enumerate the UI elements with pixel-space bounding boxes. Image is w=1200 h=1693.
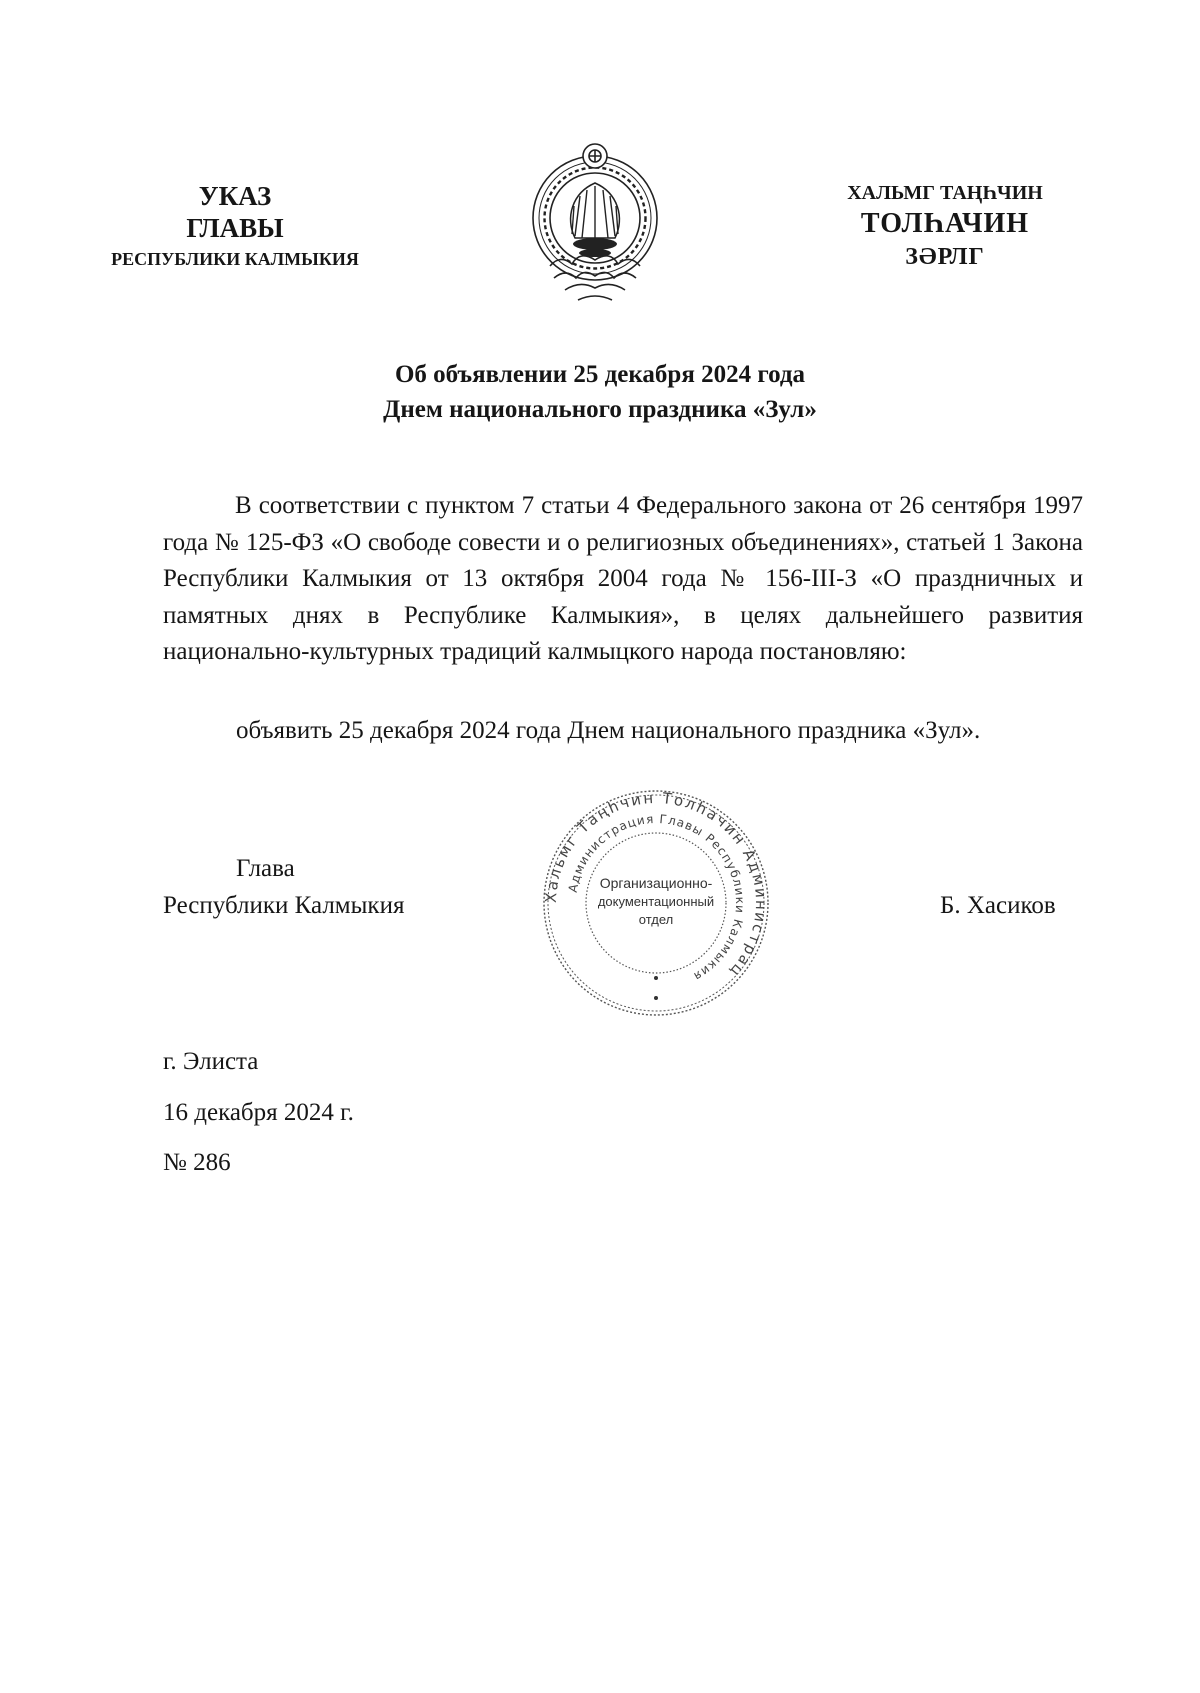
coat-of-arms-icon xyxy=(520,138,670,313)
header-right-line2: ТОЛҺАЧИН xyxy=(860,208,1030,239)
header-left-line3: РЕСПУБЛИКИ КАЛМЫКИЯ xyxy=(111,249,359,269)
date-of-signing: 16 декабря 2024 г. xyxy=(163,1099,354,1126)
title-line1: Об объявлении 25 декабря 2024 года xyxy=(394,361,806,388)
header-right-line3: ЗӘРЛГ xyxy=(905,244,985,270)
place-of-signing: г. Элиста xyxy=(163,1048,259,1075)
stamp-inner-text: Администрация Главы Республики Калмыкия xyxy=(565,811,748,984)
preamble-text: В соответствии с пунктом 7 статьи 4 Федерального закона от 26 сентября 1997 года № 125-ФЗ «О свободе совести и о религиозных объединениях», статьей 1 Закона Республики Калмыкия от 13 октября 2004 года № 156-III-З «О праздничных и памятных днях в Республике Калмыкия», в целях дальнейшего развития национально-культурных традиций калмыцкого народа постановляю: xyxy=(163,492,1083,665)
title-line2: Днем национального праздника «Зул» xyxy=(383,396,817,423)
document-title xyxy=(200,357,1000,427)
stamp-center-line1: Организационно- xyxy=(599,875,713,891)
header-right-line1: ХАЛЬМГ ТАҢҺЧИН xyxy=(847,182,1043,204)
header-left-line2: ГЛАВЫ xyxy=(186,213,284,243)
header-right-block xyxy=(830,178,1060,274)
signatory-title xyxy=(163,850,404,924)
header-left-line1: УКАЗ xyxy=(198,181,272,211)
stamp-outer-text: Хальмг Таңһчин Толһачин Администрац xyxy=(541,788,771,982)
official-stamp-icon xyxy=(536,788,776,1018)
stamp-center-line2: документационный xyxy=(597,894,715,909)
signatory-name: Б. Хасиков xyxy=(940,892,1056,919)
body-paragraph xyxy=(163,488,1083,671)
signatory-title-line1: Глава xyxy=(236,855,295,882)
header-left-block xyxy=(70,180,400,274)
signatory-title-line2: Республики Калмыкия xyxy=(163,892,405,919)
decree-text: объявить 25 декабря 2024 года Днем национального праздника «Зул». xyxy=(236,717,981,744)
stamp-center-line3: отдел xyxy=(638,912,674,927)
decree-number: № 286 xyxy=(163,1149,231,1176)
